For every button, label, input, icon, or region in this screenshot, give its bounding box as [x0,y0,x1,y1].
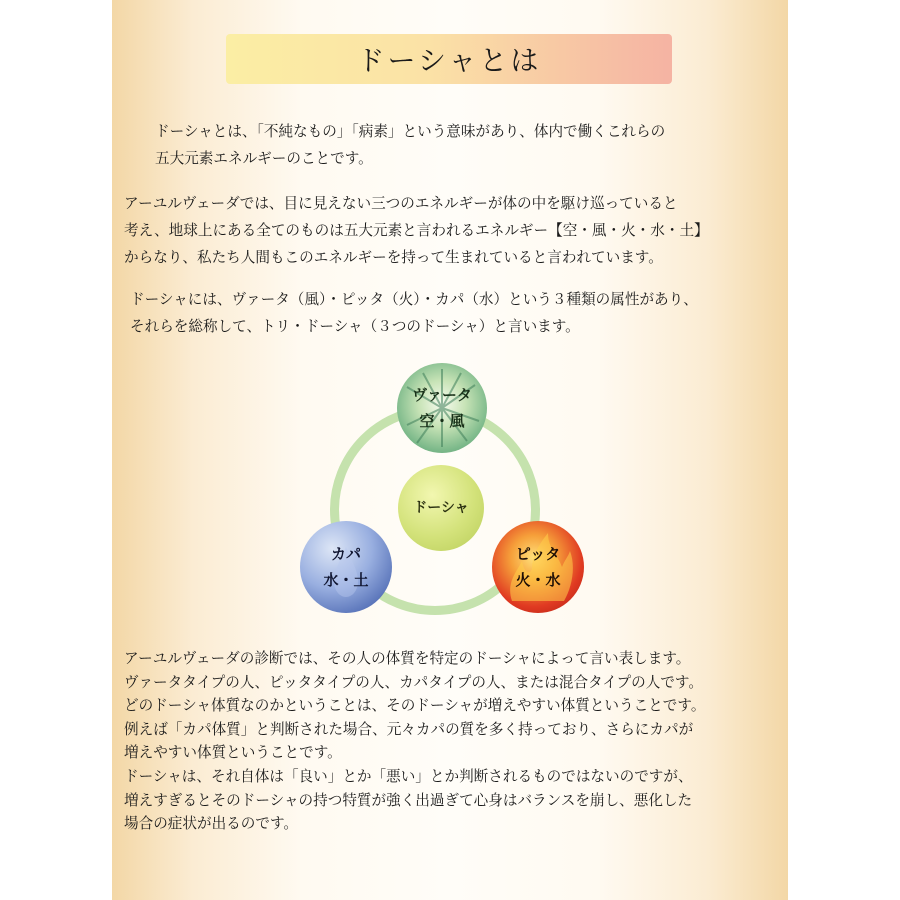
text-line: アーユルヴェーダの診断では、その人の体質を特定のドーシャによって言い表します。 [124,650,691,667]
text-line: 五大元素エネルギーのことです。 [155,150,373,167]
text-line: 増えすぎるとそのドーシャの持つ特質が強く出過ぎて心身はバランスを崩し、悪化した [124,791,693,809]
kapha-elements: 水・土 [323,571,369,589]
dosha-diagram [290,355,610,635]
text-line: アーユルヴェーダでは、目に見えない三つのエネルギーが体の中を駆け巡っていると [124,195,678,212]
intro-paragraph [155,118,665,172]
text-line: ヴァータタイプの人、ピッタタイプの人、カパタイプの人、または混合タイプの人です。 [124,673,703,691]
kapha-node [300,521,392,613]
text-line: 例えば「カパ体質」と判断された場合、元々カパの質を多く持っており、さらにカパが [124,720,694,738]
pitta-name: ピッタ [515,545,561,563]
text-line: どのドーシャ体質なのかということは、そのドーシャが増えやすい体質ということです。 [124,697,706,715]
text-line: 場合の症状が出るのです。 [124,815,298,833]
text-line: ドーシャには、ヴァータ（風）・ピッタ（火）・カパ（水）という３種類の属性があり、 [130,291,698,308]
text-line: 増えやすい体質ということです。 [124,744,342,762]
vata-node [397,363,487,453]
ayurveda-paragraph [124,190,709,271]
pitta-elements: 火・水 [515,571,561,589]
text-line: ドーシャは、それ自体は「良い」とか「悪い」とか判断されるものではないのですが、 [124,767,693,785]
vata-name: ヴァータ [412,386,472,404]
text-line: からなり、私たち人間もこのエネルギーを持って生まれていると言われています。 [124,249,663,266]
pitta-node [492,521,584,613]
vata-elements: 空・風 [419,412,465,430]
dosha-center-label: ドーシャ [413,500,469,516]
dosha-center-node [398,465,484,551]
diagnosis-paragraph [124,647,705,836]
text-line: 考え、地球上にある全てのものは五大元素と言われるエネルギー【空・風・火・水・土】 [124,222,709,239]
text-line: それらを総称して、トリ・ドーシャ（３つのドーシャ）と言います。 [130,318,580,335]
page-title: ドーシャとは [356,44,542,77]
tridosha-paragraph [130,286,698,340]
title-banner [226,34,672,84]
text-line: ドーシャとは、「不純なもの」「病素」という意味があり、体内で働くこれらの [155,123,666,140]
kapha-name: カパ [330,545,361,563]
